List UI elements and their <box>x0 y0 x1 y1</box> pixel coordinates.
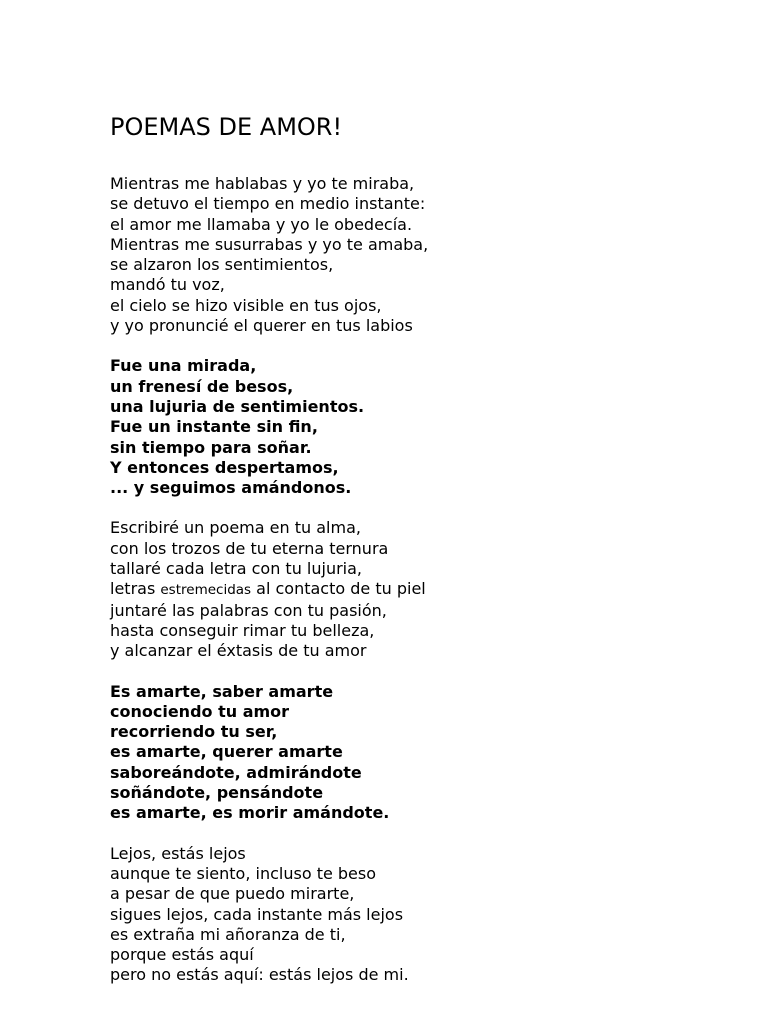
poem-line: un frenesí de besos, <box>110 376 294 396</box>
poem-line: Lejos, estás lejos <box>110 843 246 863</box>
stanza-5 <box>110 844 730 986</box>
poem-body <box>110 174 730 986</box>
poem-line <box>110 579 730 600</box>
poem-line: conociendo tu amor <box>110 701 290 721</box>
poem-line: y alcanzar el éxtasis de tu amor <box>110 641 367 661</box>
poem-line: se alzaron los sentimientos, <box>110 255 334 275</box>
poem-line: pero no estás aquí: estás lejos de mi. <box>110 965 409 985</box>
line-segment: al contacto de tu piel <box>251 579 426 599</box>
poem-line: soñándote, pensándote <box>110 783 324 803</box>
stanza-4 <box>110 682 730 824</box>
poem-line: aunque te siento, incluso te beso <box>110 863 377 883</box>
poem-line: es extraña mi añoranza de ti, <box>110 924 346 944</box>
poem-line: juntaré las palabras con tu pasión, <box>110 600 387 620</box>
poem-line: sigues lejos, cada instante más lejos <box>110 904 404 924</box>
poem-line: se detuvo el tiempo en medio instante: <box>110 194 426 214</box>
poem-line: saboreándote, admirándote <box>110 762 362 782</box>
poem-line: Es amarte, saber amarte <box>110 681 334 701</box>
poem-line: porque estás aquí <box>110 945 254 965</box>
stanza-1 <box>110 174 730 336</box>
poem-line: Escribiré un poema en tu alma, <box>110 518 361 538</box>
poem-line: Fue una mirada, <box>110 356 257 376</box>
poem-line: el cielo se hizo visible en tus ojos, <box>110 295 382 315</box>
line-segment-small: estremecidas <box>160 582 252 599</box>
document-page <box>110 112 730 1006</box>
stanza-2 <box>110 356 730 498</box>
poem-line: Mientras me hablabas y yo te miraba, <box>110 174 415 193</box>
poem-line: ... y seguimos amándonos. <box>110 478 352 498</box>
poem-line: una lujuria de sentimientos. <box>110 396 365 416</box>
poem-line: Fue un instante sin fin, <box>110 417 318 437</box>
poem-line: es amarte, es morir amándote. <box>110 803 390 823</box>
poem-line: Mientras me susurrabas y yo te amaba, <box>110 234 429 254</box>
poem-line: es amarte, querer amarte <box>110 742 343 762</box>
poem-line: y yo pronuncié el querer en tus labios <box>110 316 413 336</box>
poem-line: el amor me llamaba y yo le obedecía. <box>110 214 413 234</box>
document-title: POEMAS DE AMOR! <box>110 113 343 141</box>
poem-line: sin tiempo para soñar. <box>110 437 312 457</box>
poem-line: a pesar de que puedo mirarte, <box>110 884 355 904</box>
poem-line: con los trozos de tu eterna ternura <box>110 538 389 558</box>
poem-line: Y entonces despertamos, <box>110 457 339 477</box>
poem-line: mandó tu voz, <box>110 275 225 295</box>
poem-line: recorriendo tu ser, <box>110 722 278 742</box>
line-segment: letras <box>110 579 161 599</box>
poem-line: tallaré cada letra con tu lujuria, <box>110 559 363 579</box>
poem-line: hasta conseguir rimar tu belleza, <box>110 620 375 640</box>
stanza-3 <box>110 518 730 661</box>
